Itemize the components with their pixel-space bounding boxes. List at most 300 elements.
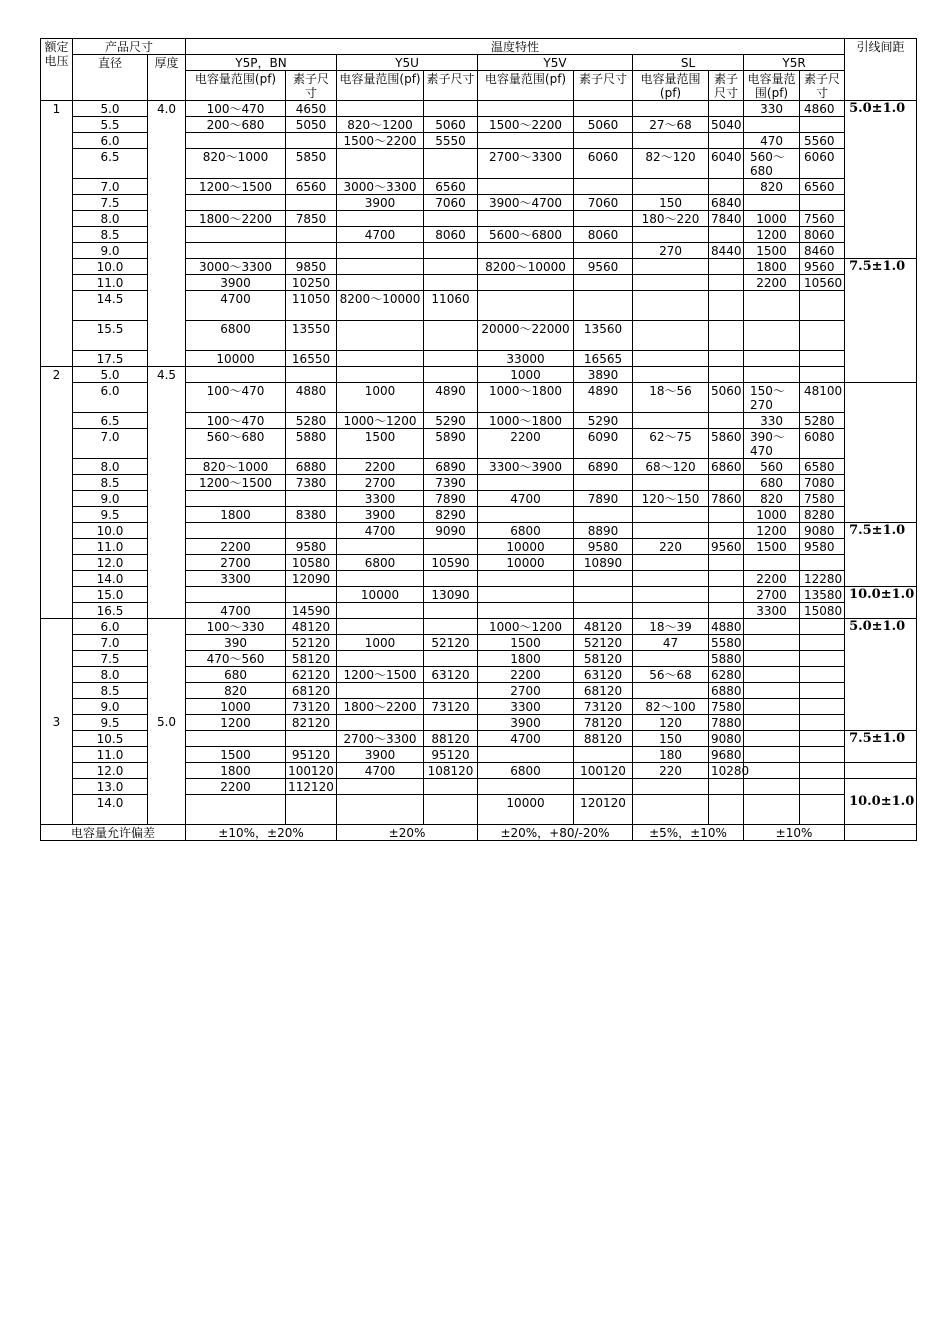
y5r-size-cell <box>800 291 845 321</box>
y5p-size-cell: 4650 <box>286 101 337 117</box>
sl-cap-cell <box>633 133 709 149</box>
cap-range-header: 电容量范围(pf) <box>633 71 709 101</box>
sl-cap-cell: 120 <box>633 715 709 731</box>
sl-size-cell: 9680 <box>709 747 744 763</box>
sl-cap-cell: 18～39 <box>633 619 709 635</box>
y5v-cap-cell <box>478 179 574 195</box>
y5u-cap-cell <box>337 101 424 117</box>
spec-table-body <box>41 101 917 825</box>
sl-cap-cell: 180～220 <box>633 211 709 227</box>
sl-cap-cell: 18～56 <box>633 383 709 413</box>
sl-size-cell <box>709 603 744 619</box>
y5p-cap-cell <box>186 195 286 211</box>
y5p-size-cell: 6560 <box>286 179 337 195</box>
y5r-cap-cell <box>744 195 800 211</box>
y5p-size-cell: 5280 <box>286 413 337 429</box>
sl-cap-cell <box>633 291 709 321</box>
sl-cap-cell <box>633 651 709 667</box>
y5p-cap-cell: 390 <box>186 635 286 651</box>
y5p-size-cell: 95120 <box>286 747 337 763</box>
y5p-size-cell: 10250 <box>286 275 337 291</box>
y5p-size-cell: 16550 <box>286 351 337 367</box>
y5v-size-cell: 9580 <box>574 539 633 555</box>
y5p-size-cell: 73120 <box>286 699 337 715</box>
sl-size-cell <box>709 571 744 587</box>
y5v-cap-cell: 3300 <box>478 699 574 715</box>
y5r-cap-cell: 2200 <box>744 571 800 587</box>
diameter-cell: 11.0 <box>73 275 148 291</box>
diameter-cell: 7.0 <box>73 429 148 459</box>
y5r-cap-cell: 820 <box>744 491 800 507</box>
lead-spacing-header: 引线间距 <box>845 39 917 101</box>
tolerance-y5r: ±10% <box>744 825 845 841</box>
y5u-cap-cell: 1500 <box>337 429 424 459</box>
y5r-size-cell <box>800 715 845 731</box>
element-size-header: 素子尺寸 <box>800 71 845 101</box>
thickness-header: 厚度 <box>148 55 186 101</box>
diameter-header: 直径 <box>73 55 148 101</box>
sl-size-cell: 5060 <box>709 383 744 413</box>
y5r-cap-cell: 1200 <box>744 227 800 243</box>
y5v-cap-cell: 3900～4700 <box>478 195 574 211</box>
y5u-cap-cell <box>337 275 424 291</box>
y5v-size-cell: 4890 <box>574 383 633 413</box>
y5p-size-cell: 5050 <box>286 117 337 133</box>
y5v-size-cell: 13560 <box>574 321 633 351</box>
diameter-cell: 12.0 <box>73 763 148 779</box>
diameter-cell: 6.0 <box>73 133 148 149</box>
sl-size-cell: 8440 <box>709 243 744 259</box>
y5v-size-cell: 16565 <box>574 351 633 367</box>
lead-spacing-cell: 7.5±1.0 <box>845 523 917 587</box>
y5u-cap-cell: 3900 <box>337 747 424 763</box>
y5v-cap-cell: 5600～6800 <box>478 227 574 243</box>
sl-cap-cell: 180 <box>633 747 709 763</box>
y5p-size-cell: 13550 <box>286 321 337 351</box>
sl-cap-cell: 56～68 <box>633 667 709 683</box>
y5u-size-cell: 5290 <box>424 413 478 429</box>
y5v-size-cell: 78120 <box>574 715 633 731</box>
element-size-header: 素子尺寸 <box>574 71 633 101</box>
element-size-header: 素子尺寸 <box>424 71 478 101</box>
y5r-cap-cell: 820 <box>744 179 800 195</box>
y5v-cap-cell <box>478 133 574 149</box>
diameter-cell: 13.0 <box>73 779 148 795</box>
y5p-size-cell: 5850 <box>286 149 337 179</box>
y5r-cap-cell: 680 <box>744 475 800 491</box>
y5v-size-cell: 88120 <box>574 731 633 747</box>
diameter-cell: 6.5 <box>73 149 148 179</box>
y5p-cap-cell: 1500 <box>186 747 286 763</box>
y5r-size-cell <box>800 651 845 667</box>
tolerance-y5v: ±20%，+80/-20% <box>478 825 633 841</box>
y5u-size-cell <box>424 651 478 667</box>
y5v-size-cell: 63120 <box>574 667 633 683</box>
y5u-cap-cell <box>337 603 424 619</box>
sl-size-cell <box>709 179 744 195</box>
y5u-size-cell <box>424 321 478 351</box>
y5u-cap-cell: 10000 <box>337 587 424 603</box>
y5v-size-cell <box>574 291 633 321</box>
y5v-size-cell <box>574 179 633 195</box>
y5v-cap-cell: 2200 <box>478 429 574 459</box>
y5p-size-cell: 58120 <box>286 651 337 667</box>
y5u-cap-cell <box>337 367 424 383</box>
y5p-size-cell: 52120 <box>286 635 337 651</box>
y5v-cap-cell <box>478 101 574 117</box>
sl-cap-cell: 220 <box>633 763 709 779</box>
y5p-cap-cell: 470～560 <box>186 651 286 667</box>
y5u-cap-cell: 8200～10000 <box>337 291 424 321</box>
y5u-size-cell <box>424 715 478 731</box>
sl-cap-cell <box>633 275 709 291</box>
diameter-cell: 6.5 <box>73 413 148 429</box>
y5p-cap-cell <box>186 133 286 149</box>
sl-cap-cell: 82～100 <box>633 699 709 715</box>
y5p-size-cell: 10580 <box>286 555 337 571</box>
y5r-cap-cell: 330 <box>744 101 800 117</box>
y5v-size-cell: 6060 <box>574 149 633 179</box>
y5p-size-cell <box>286 367 337 383</box>
sl-size-cell: 9080 <box>709 731 744 747</box>
diameter-cell: 7.5 <box>73 651 148 667</box>
y5p-cap-cell <box>186 795 286 825</box>
y5u-cap-cell <box>337 149 424 179</box>
y5r-size-cell <box>800 195 845 211</box>
y5r-cap-cell <box>744 619 800 635</box>
y5p-cap-cell: 1000 <box>186 699 286 715</box>
y5r-size-cell <box>800 555 845 571</box>
diameter-cell: 8.5 <box>73 683 148 699</box>
y5u-size-cell <box>424 101 478 117</box>
diameter-cell: 8.0 <box>73 459 148 475</box>
y5v-size-cell: 7060 <box>574 195 633 211</box>
sl-cap-cell: 220 <box>633 539 709 555</box>
rated-voltage-cell: 1 <box>41 101 73 367</box>
rated-voltage-cell: 3 <box>41 619 73 825</box>
y5v-cap-cell: 1500～2200 <box>478 117 574 133</box>
y5p-cap-cell <box>186 731 286 747</box>
thickness-cell: 5.0 <box>148 619 186 825</box>
y5p-cap-cell: 820～1000 <box>186 149 286 179</box>
sl-size-cell <box>709 321 744 351</box>
y5v-size-cell <box>574 133 633 149</box>
sl-cap-cell <box>633 555 709 571</box>
y5v-size-cell: 10890 <box>574 555 633 571</box>
y5p-size-cell <box>286 523 337 539</box>
y5v-size-cell <box>574 101 633 117</box>
y5v-cap-cell <box>478 747 574 763</box>
y5v-size-cell: 8890 <box>574 523 633 539</box>
y5r-cap-cell: 2200 <box>744 275 800 291</box>
y5r-size-cell: 7560 <box>800 211 845 227</box>
y5p-size-cell: 100120 <box>286 763 337 779</box>
sl-cap-cell <box>633 179 709 195</box>
y5r-cap-cell: 1000 <box>744 507 800 523</box>
y5u-cap-cell <box>337 619 424 635</box>
sl-cap-cell <box>633 475 709 491</box>
sl-size-cell: 5880 <box>709 651 744 667</box>
diameter-cell: 14.0 <box>73 571 148 587</box>
diameter-cell: 12.0 <box>73 555 148 571</box>
sl-size-cell <box>709 523 744 539</box>
diameter-cell: 7.0 <box>73 635 148 651</box>
y5u-cap-cell: 1800～2200 <box>337 699 424 715</box>
y5r-cap-cell <box>744 291 800 321</box>
sl-size-cell <box>709 795 744 825</box>
y5v-cap-cell: 6800 <box>478 763 574 779</box>
y5r-cap-cell <box>744 117 800 133</box>
y5v-cap-cell: 20000～22000 <box>478 321 574 351</box>
y5p-cap-cell: 680 <box>186 667 286 683</box>
tolerance-sl: ±5%，±10% <box>633 825 744 841</box>
y5v-cap-cell: 1800 <box>478 651 574 667</box>
y5r-size-cell <box>800 635 845 651</box>
y5v-cap-cell: 2700 <box>478 683 574 699</box>
y5r-cap-cell: 150～270 <box>744 383 800 413</box>
sl-cap-cell <box>633 779 709 795</box>
y5r-size-cell: 9560 <box>800 259 845 275</box>
y5v-cap-cell: 10000 <box>478 795 574 825</box>
y5p-cap-cell: 4700 <box>186 603 286 619</box>
y5r-cap-cell: 560～680 <box>744 149 800 179</box>
diameter-cell: 9.0 <box>73 491 148 507</box>
y5p-size-cell: 9580 <box>286 539 337 555</box>
sl-size-cell <box>709 259 744 275</box>
y5p-cap-cell: 3900 <box>186 275 286 291</box>
sl-cap-cell: 27～68 <box>633 117 709 133</box>
sl-size-cell: 6880 <box>709 683 744 699</box>
sl-cap-cell: 150 <box>633 195 709 211</box>
y5u-size-cell: 4890 <box>424 383 478 413</box>
y5p-cap-cell: 820～1000 <box>186 459 286 475</box>
y5r-cap-cell: 1200 <box>744 523 800 539</box>
y5u-cap-cell <box>337 321 424 351</box>
y5v-size-cell <box>574 587 633 603</box>
y5v-cap-cell <box>478 587 574 603</box>
y5u-cap-cell <box>337 795 424 825</box>
y5p-size-cell: 7850 <box>286 211 337 227</box>
y5p-cap-cell: 2200 <box>186 779 286 795</box>
y5p-size-cell: 62120 <box>286 667 337 683</box>
y5r-cap-cell <box>744 731 800 747</box>
y5p-cap-cell: 1200～1500 <box>186 179 286 195</box>
y5u-cap-cell: 4700 <box>337 523 424 539</box>
y5u-size-cell <box>424 149 478 179</box>
y5u-cap-cell: 3900 <box>337 195 424 211</box>
y5r-size-cell: 8060 <box>800 227 845 243</box>
diameter-cell: 14.0 <box>73 795 148 825</box>
y5u-size-cell: 5550 <box>424 133 478 149</box>
sl-cap-cell: 47 <box>633 635 709 651</box>
y5r-size-cell: 5280 <box>800 413 845 429</box>
y5u-size-cell <box>424 243 478 259</box>
sl-cap-cell: 62～75 <box>633 429 709 459</box>
element-size-header: 素子尺寸 <box>709 71 744 101</box>
y5p-cap-cell: 200～680 <box>186 117 286 133</box>
y5p-cap-cell <box>186 523 286 539</box>
y5r-cap-cell: 390～470 <box>744 429 800 459</box>
y5v-size-cell: 7890 <box>574 491 633 507</box>
y5p-cap-cell: 4700 <box>186 291 286 321</box>
y5u-cap-cell <box>337 351 424 367</box>
y5r-size-cell: 8280 <box>800 507 845 523</box>
y5r-cap-cell <box>744 715 800 731</box>
sl-cap-cell <box>633 101 709 117</box>
y5u-size-cell: 63120 <box>424 667 478 683</box>
capacitor-spec-table <box>40 38 917 841</box>
y5v-cap-cell: 1000～1200 <box>478 619 574 635</box>
y5r-cap-cell <box>744 351 800 367</box>
y5u-size-cell: 9090 <box>424 523 478 539</box>
y5u-cap-cell: 1000～1200 <box>337 413 424 429</box>
diameter-cell: 8.5 <box>73 475 148 491</box>
y5v-size-cell <box>574 779 633 795</box>
sl-cap-cell <box>633 571 709 587</box>
sl-size-cell <box>709 555 744 571</box>
y5u-size-cell: 11060 <box>424 291 478 321</box>
lead-spacing-cell: 7.5±1.0 <box>845 731 917 763</box>
y5v-size-cell: 52120 <box>574 635 633 651</box>
sl-size-cell: 6280 <box>709 667 744 683</box>
y5r-size-cell: 7080 <box>800 475 845 491</box>
y5u-size-cell: 7390 <box>424 475 478 491</box>
y5r-size-cell: 6060 <box>800 149 845 179</box>
y5p-cap-cell: 100～470 <box>186 383 286 413</box>
diameter-cell: 7.0 <box>73 179 148 195</box>
y5p-cap-cell <box>186 227 286 243</box>
y5p-size-cell <box>286 795 337 825</box>
tolerance-row <box>41 825 917 841</box>
sl-size-cell: 6860 <box>709 459 744 475</box>
sl-cap-cell <box>633 587 709 603</box>
table-row <box>41 367 917 383</box>
y5v-size-cell <box>574 275 633 291</box>
y5u-size-cell: 5060 <box>424 117 478 133</box>
y5u-size-cell: 13090 <box>424 587 478 603</box>
y5v-cap-cell <box>478 571 574 587</box>
sl-cap-cell <box>633 259 709 275</box>
y5v-cap-cell: 10000 <box>478 539 574 555</box>
y5p-size-cell: 9850 <box>286 259 337 275</box>
sl-cap-cell <box>633 351 709 367</box>
y5p-cap-cell: 3000～3300 <box>186 259 286 275</box>
y5v-cap-cell: 1000～1800 <box>478 383 574 413</box>
y5r-size-cell: 5560 <box>800 133 845 149</box>
diameter-cell: 9.0 <box>73 699 148 715</box>
y5p-size-cell: 12090 <box>286 571 337 587</box>
rated-voltage-header: 额定电压 <box>41 39 73 101</box>
y5r-cap-cell: 1800 <box>744 259 800 275</box>
tolerance-y5u: ±20% <box>337 825 478 841</box>
y5r-cap-cell <box>744 555 800 571</box>
diameter-cell: 8.0 <box>73 667 148 683</box>
y5r-cap-cell <box>744 763 800 779</box>
y5v-size-cell <box>574 571 633 587</box>
y5u-cap-cell <box>337 651 424 667</box>
y5v-cap-cell: 8200～10000 <box>478 259 574 275</box>
cap-range-header: 电容量范围(pf) <box>744 71 800 101</box>
diameter-cell: 8.5 <box>73 227 148 243</box>
y5u-size-cell <box>424 367 478 383</box>
y5r-cap-cell <box>744 635 800 651</box>
tolerance-y5p-bn: ±10%，±20% <box>186 825 337 841</box>
lead-spacing-cell: 7.5±1.0 <box>845 259 917 383</box>
y5p-cap-cell: 3300 <box>186 571 286 587</box>
y5u-size-cell: 88120 <box>424 731 478 747</box>
sl-size-cell <box>709 101 744 117</box>
y5u-size-cell <box>424 603 478 619</box>
y5u-size-cell: 73120 <box>424 699 478 715</box>
sl-size-cell: 7580 <box>709 699 744 715</box>
y5u-cap-cell: 4700 <box>337 227 424 243</box>
y5u-cap-cell <box>337 259 424 275</box>
y5v-size-cell <box>574 507 633 523</box>
sl-size-cell: 7880 <box>709 715 744 731</box>
y5r-size-cell: 15080 <box>800 603 845 619</box>
y5p-size-cell <box>286 227 337 243</box>
y5v-size-cell: 8060 <box>574 227 633 243</box>
diameter-cell: 5.0 <box>73 367 148 383</box>
group-sl-header: SL <box>633 55 744 71</box>
y5u-cap-cell <box>337 779 424 795</box>
y5p-cap-cell: 2200 <box>186 539 286 555</box>
y5p-size-cell: 4880 <box>286 383 337 413</box>
y5u-size-cell: 52120 <box>424 635 478 651</box>
y5u-size-cell: 8290 <box>424 507 478 523</box>
y5r-size-cell <box>800 321 845 351</box>
y5p-size-cell <box>286 133 337 149</box>
y5u-size-cell <box>424 259 478 275</box>
y5u-cap-cell: 1200～1500 <box>337 667 424 683</box>
y5v-cap-cell: 3900 <box>478 715 574 731</box>
header-row-2 <box>41 55 917 71</box>
y5v-cap-cell: 4700 <box>478 731 574 747</box>
y5r-size-cell: 10560 <box>800 275 845 291</box>
y5p-size-cell: 5880 <box>286 429 337 459</box>
cap-range-header: 电容量范围(pf) <box>478 71 574 101</box>
y5r-size-cell: 7580 <box>800 491 845 507</box>
y5p-cap-cell: 2700 <box>186 555 286 571</box>
y5v-size-cell: 6090 <box>574 429 633 459</box>
y5u-cap-cell <box>337 211 424 227</box>
diameter-cell: 15.0 <box>73 587 148 603</box>
y5v-cap-cell <box>478 507 574 523</box>
y5v-size-cell: 6890 <box>574 459 633 475</box>
sl-size-cell: 5040 <box>709 117 744 133</box>
y5r-cap-cell <box>744 321 800 351</box>
y5r-size-cell <box>800 747 845 763</box>
y5p-cap-cell <box>186 587 286 603</box>
tolerance-label: 电容量允许偏差 <box>41 825 186 841</box>
y5r-size-cell <box>800 683 845 699</box>
y5u-size-cell: 7060 <box>424 195 478 211</box>
y5p-size-cell: 11050 <box>286 291 337 321</box>
sl-size-cell <box>709 291 744 321</box>
y5r-cap-cell <box>744 699 800 715</box>
y5r-cap-cell <box>744 651 800 667</box>
diameter-cell: 6.0 <box>73 619 148 635</box>
y5v-size-cell: 100120 <box>574 763 633 779</box>
table-row <box>41 101 917 117</box>
y5p-size-cell <box>286 731 337 747</box>
y5u-cap-cell: 4700 <box>337 763 424 779</box>
sl-cap-cell <box>633 523 709 539</box>
group-y5u-header: Y5U <box>337 55 478 71</box>
diameter-cell: 9.0 <box>73 243 148 259</box>
y5p-size-cell <box>286 195 337 211</box>
y5v-size-cell: 68120 <box>574 683 633 699</box>
